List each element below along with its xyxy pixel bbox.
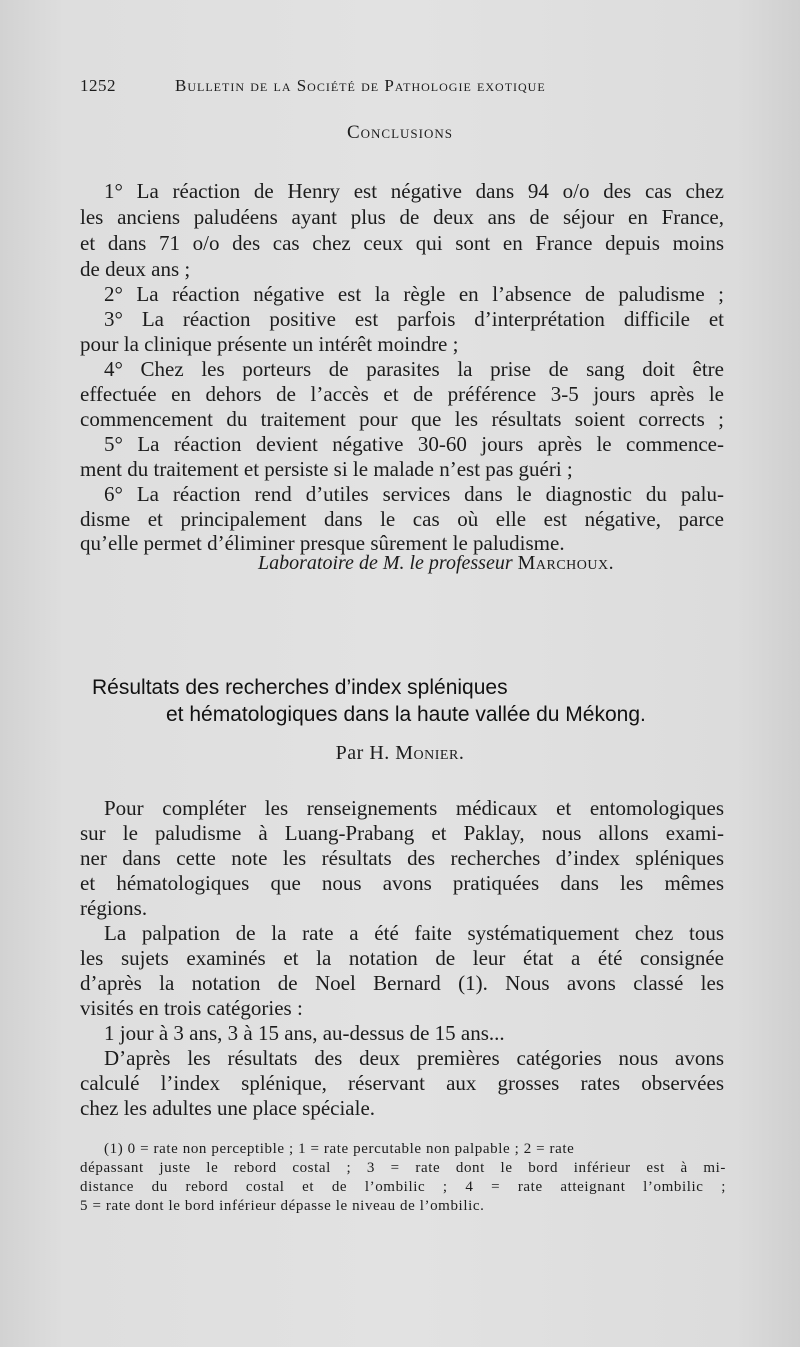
conclusions-heading: Conclusions bbox=[346, 122, 453, 143]
signature-name: Marchoux. bbox=[517, 552, 615, 574]
conclusion-line: 4° Chez les porteurs de parasites la prise de sang doit être bbox=[104, 357, 724, 381]
conclusion-line: disme et principalement dans le cas où elle est négative, parce bbox=[80, 507, 724, 531]
article-line: Pour compléter les renseignements médicaux et entomologiques bbox=[104, 796, 724, 820]
article-line: sur le paludisme à Luang-Prabang et Paklay, nous allons exami- bbox=[80, 821, 724, 845]
article-line: et hématologiques que nous avons pratiquées dans les mêmes bbox=[80, 871, 724, 895]
page-header bbox=[80, 76, 730, 100]
signature-italic: Laboratoire de M. le professeur bbox=[258, 552, 513, 574]
footnote-line: dépassant juste le rebord costal ; 3 = rate dont le bord inférieur est à mi- bbox=[80, 1160, 726, 1176]
conclusion-line: effectuée en dehors de l’accès et de préférence 3-5 jours après le bbox=[80, 382, 724, 406]
laboratory-signature bbox=[258, 552, 614, 575]
article-line: 1 jour à 3 ans, 3 à 15 ans, au-dessus de 15 ans... bbox=[104, 1021, 505, 1045]
article-line: D’après les résultats des deux premières catégories nous avons bbox=[104, 1046, 724, 1070]
conclusion-line: 1° La réaction de Henry est négative dans 94 o/o des cas chez bbox=[104, 179, 724, 203]
conclusion-line: 3° La réaction positive est parfois d’interprétation difficile et bbox=[104, 307, 724, 331]
conclusion-line: 6° La réaction rend d’utiles services dans le diagnostic du palu- bbox=[104, 482, 724, 506]
conclusion-line: qu’elle permet d’éliminer presque sûrement le paludisme. bbox=[80, 531, 565, 555]
byline-author: Monier. bbox=[395, 742, 465, 764]
running-title: Bulletin de la Société de Pathologie exotique bbox=[175, 76, 546, 95]
footnote-line: 5 = rate dont le bord inférieur dépasse le niveau de l’ombilic. bbox=[80, 1198, 485, 1214]
footnote-line: distance du rebord costal et de l’ombilic ; 4 = rate atteignant l’ombilic ; bbox=[80, 1179, 726, 1195]
conclusion-line: 2° La réaction négative est la règle en l’absence de paludisme ; bbox=[104, 282, 724, 306]
conclusion-line: de deux ans ; bbox=[80, 257, 191, 281]
article-line: d’après la notation de Noel Bernard (1). Nous avons classé les bbox=[80, 971, 724, 995]
article-line: chez les adultes une place spéciale. bbox=[80, 1096, 376, 1120]
article-line: les sujets examinés et la notation de leur état a été consignée bbox=[80, 946, 724, 970]
article-line: La palpation de la rate a été faite systématiquement chez tous bbox=[104, 921, 724, 945]
page-number: 1252 bbox=[80, 76, 116, 95]
conclusion-line: 5° La réaction devient négative 30-60 jours après le commence- bbox=[104, 432, 724, 456]
conclusion-line: commencement du traitement pour que les résultats soient corrects ; bbox=[80, 407, 724, 431]
conclusion-line: ment du traitement et persiste si le malade n’est pas guéri ; bbox=[80, 457, 573, 481]
article-line: ner dans cette note les résultats des recherches d’index spléniques bbox=[80, 846, 724, 870]
conclusion-line: les anciens paludéens ayant plus de deux ans de séjour en France, bbox=[80, 205, 724, 229]
conclusion-line: pour la clinique présente un intérêt moindre ; bbox=[80, 332, 459, 356]
article-line: régions. bbox=[80, 896, 148, 920]
article-line: calculé l’index splénique, réservant aux grosses rates observées bbox=[80, 1071, 724, 1095]
article-title-line-2: et hématologiques dans la haute vallée du Mékong. bbox=[166, 703, 646, 726]
article-title-line-1: Résultats des recherches d’index spléniques bbox=[92, 676, 508, 699]
conclusion-line: et dans 71 o/o des cas chez ceux qui sont en France depuis moins bbox=[80, 231, 724, 255]
article-line: visités en trois catégories : bbox=[80, 996, 303, 1020]
footnote-line: (1) 0 = rate non perceptible ; 1 = rate percutable non palpable ; 2 = rate bbox=[104, 1141, 575, 1157]
byline-prefix: Par H. bbox=[335, 742, 390, 764]
article-byline bbox=[0, 742, 800, 765]
